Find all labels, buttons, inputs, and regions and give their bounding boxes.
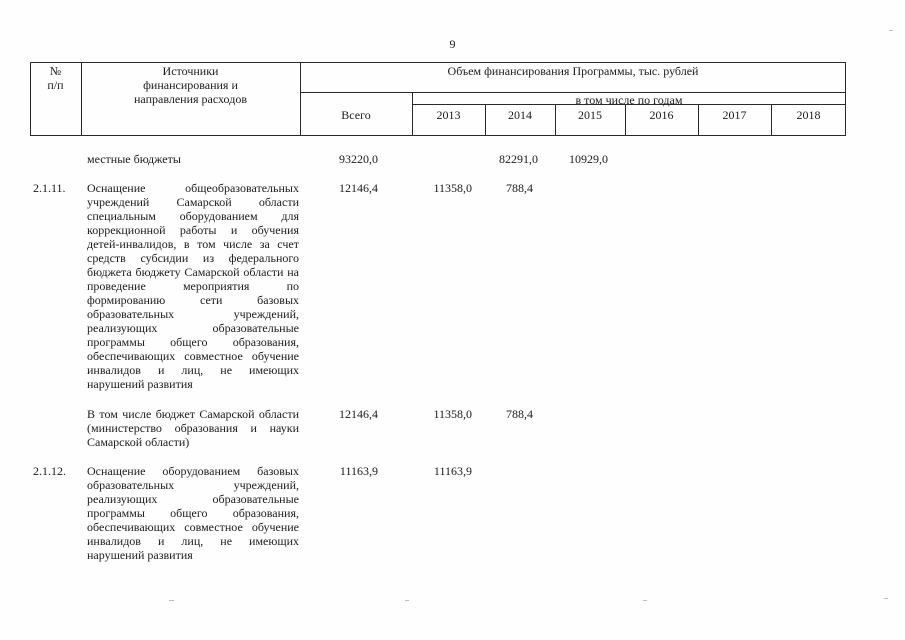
header-year-2018: 2018 <box>796 108 821 122</box>
header-year-2013: 2013 <box>436 108 461 122</box>
page-number: 9 <box>449 37 456 51</box>
table-header <box>30 62 846 136</box>
row-source-text: Оснащение общеобразовательных учреждений Самарской области специальным оборудованием для коррекционной работы и обучения детей-инвалидов, в том числе за счет средств субсидии из федерального бюджета бюджету Самарской области на проведение мероприятия по формированию сети базовых образовательных учреждений, реализующих образовательные программы общего образования, обеспечивающих совместное обучение инвалидов и лиц, не имеющих нарушений развития <box>87 181 299 391</box>
header-year-2014: 2014 <box>508 108 532 122</box>
header-year-2016: 2016 <box>649 108 674 122</box>
header-bottom-border <box>30 135 846 136</box>
header-year-2015: 2015 <box>578 108 602 122</box>
row-2013: 11163,9 <box>433 464 472 478</box>
header-year-2017: 2017 <box>722 108 747 122</box>
row-2015: 10929,0 <box>569 152 608 166</box>
scan-speck <box>889 30 893 31</box>
row-total: 93220,0 <box>339 152 378 166</box>
row-number: 2.1.11. <box>33 181 66 195</box>
row-2014: 788,4 <box>506 407 533 421</box>
row-total: 11163,9 <box>339 464 378 478</box>
row-total: 12146,4 <box>339 181 378 195</box>
header-col-total: Всего <box>341 108 371 122</box>
header-top-border <box>30 62 846 63</box>
header-col-volume: Объем финансирования Программы, тыс. рублей <box>447 64 699 78</box>
header-col-source: Источники финансирования и направления расходов <box>134 64 247 106</box>
row-total: 12146,4 <box>339 407 378 421</box>
row-number: 2.1.12. <box>33 464 66 478</box>
scan-speck <box>643 600 647 601</box>
scan-speck <box>405 600 409 601</box>
row-2014: 82291,0 <box>499 152 538 166</box>
row-2013: 11358,0 <box>433 407 472 421</box>
scan-speck <box>169 600 174 601</box>
header-col-by-years: в том числе по годам <box>575 93 683 107</box>
row-2013: 11358,0 <box>433 181 472 195</box>
row-source-text: местные бюджеты <box>87 152 181 166</box>
scan-speck <box>884 598 888 599</box>
row-source-text: Оснащение оборудованием базовых образовательных учреждений, реализующих образовательные программы общего образования, обеспечивающих совместное обучение инвалидов и лиц, не имеющих нарушений развития <box>87 464 299 562</box>
row-2014: 788,4 <box>506 181 533 195</box>
header-col-no: № п/п <box>47 64 64 92</box>
row-source-text: В том числе бюджет Самарской области (министерство образования и науки Самарской области) <box>87 407 299 449</box>
